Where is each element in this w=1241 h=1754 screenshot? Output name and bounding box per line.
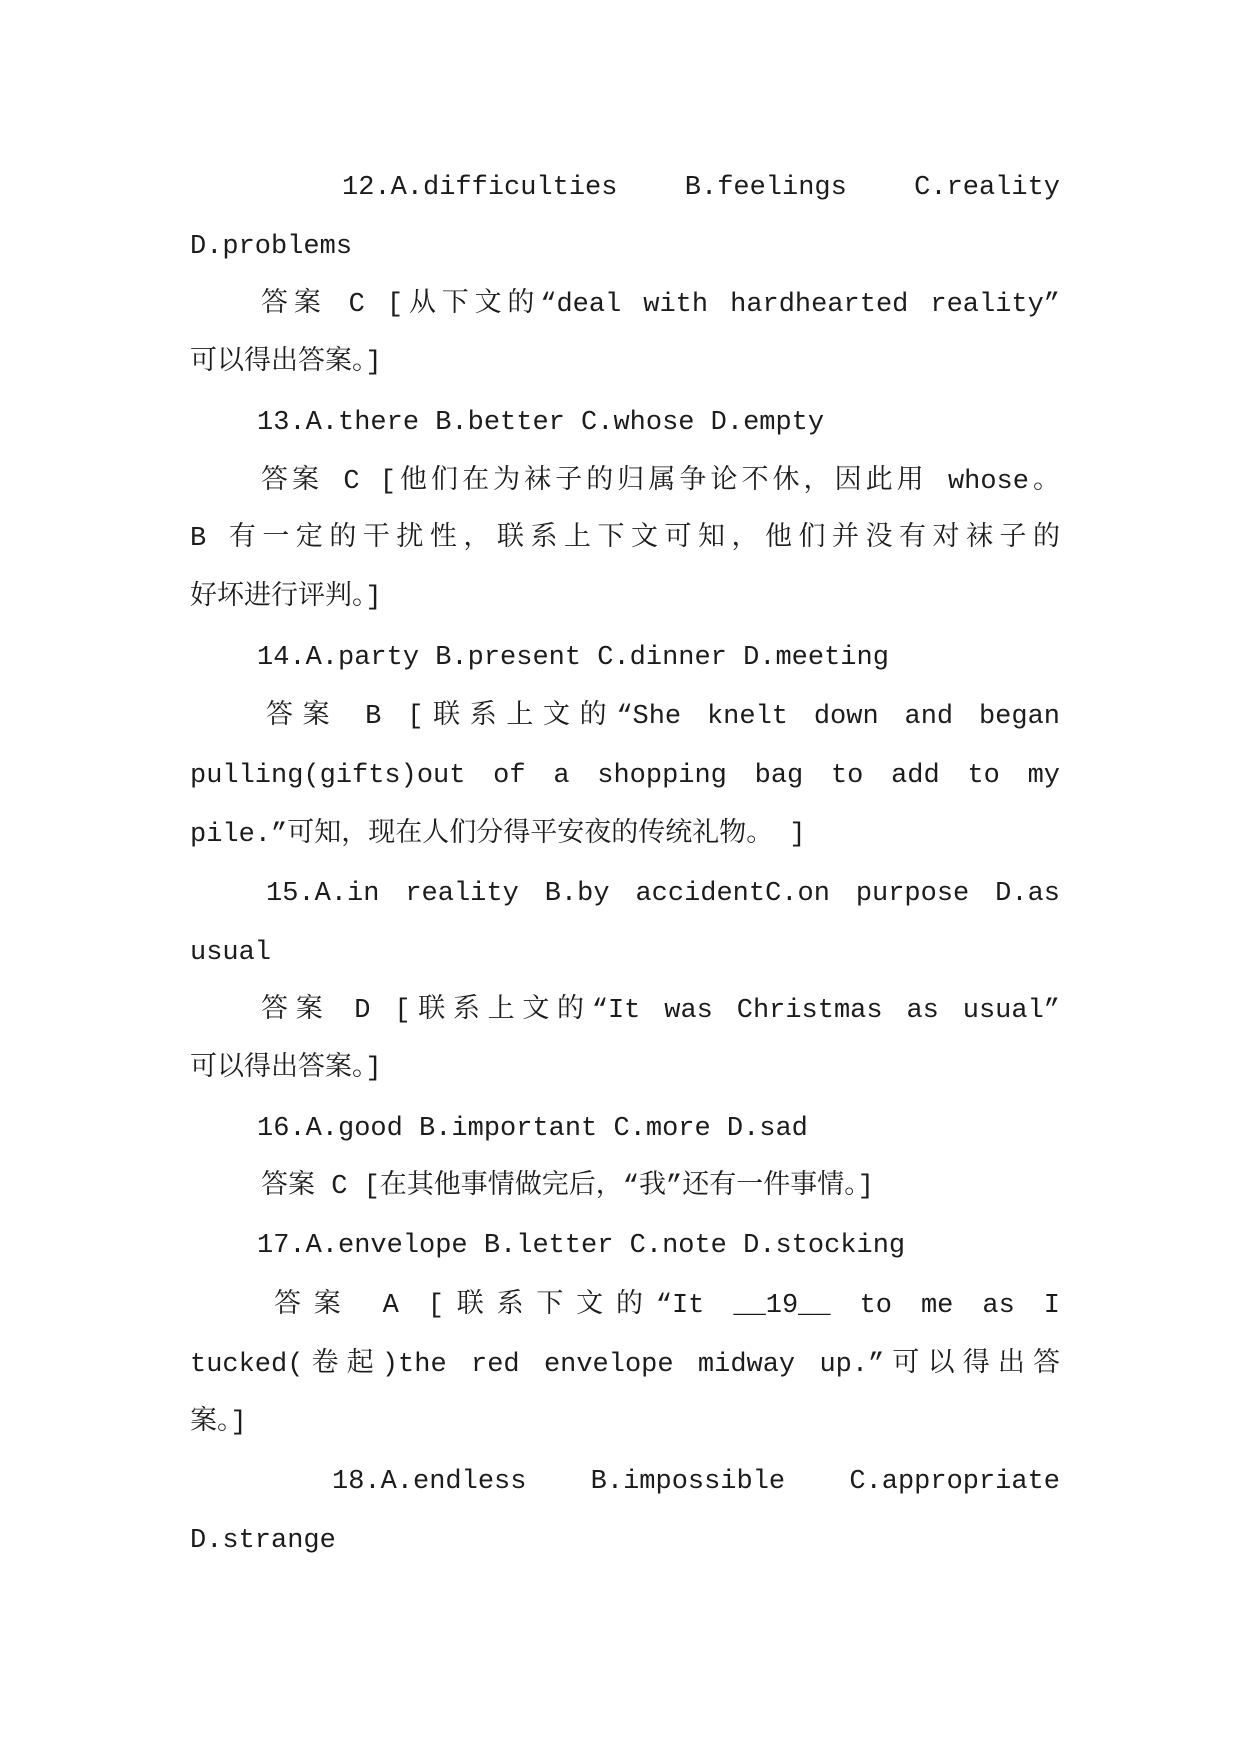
question-13-answer-line-2: B 有一定的干扰性，联系上下文可知，他们并没有对袜子的 [190,524,1060,554]
question-15-options-line-2: usual [190,938,272,968]
question-12-options-line-2: D.problems [190,232,353,262]
question-12-options-line-1: 12.A.difficulties B.feelings C.reality [342,173,1060,203]
question-15-answer-line-1: 答案 D [联系上文的“It was Christmas as usual” [261,996,1060,1026]
question-13-answer-line-1: 答案 C [他们在为袜子的归属争论不休，因此用 whose。 [261,467,1060,497]
question-14-answer-line-2: pulling(gifts)out of a shopping bag to add to my [190,761,1060,791]
question-12-answer-line-1: 答案 C [从下文的“deal with hardhearted reality” [261,290,1060,320]
question-14-options-line-1: 14.A.party B.present C.dinner D.meeting [257,643,889,673]
question-12-answer-line-2: 可以得出答案。] [190,348,382,378]
question-15-answer-line-2: 可以得出答案。] [190,1054,382,1084]
question-14-answer-line-3: pile.”可知，现在人们分得平安夜的传统礼物。 ] [190,820,806,850]
question-14-answer-line-1: 答案 B [联系上文的“She knelt down and began [266,702,1060,732]
question-16-options-line-1: 16.A.good B.important C.more D.sad [257,1114,808,1144]
question-17-options-line-1: 17.A.envelope B.letter C.note D.stocking [257,1231,906,1261]
question-17-answer-line-1: 答案 A [联系下文的“It __19__ to me as I [274,1291,1060,1321]
question-17-answer-line-2: tucked(卷起)the red envelope midway up.”可以得出答 [190,1350,1060,1380]
question-17-answer-line-3: 案。] [190,1408,247,1438]
question-16-answer-line-1: 答案 C [在其他事情做完后，“我”还有一件事情。] [261,1172,874,1202]
question-13-options-line-1: 13.A.there B.better C.whose D.empty [257,408,825,438]
question-18-options-line-2: D.strange [190,1526,336,1556]
question-15-options-line-1: 15.A.in reality B.by accidentC.on purpose D.as [266,879,1060,909]
question-18-options-line-1: 18.A.endless B.impossible C.appropriate [332,1467,1060,1497]
question-13-answer-line-3: 好坏进行评判。] [190,583,382,613]
